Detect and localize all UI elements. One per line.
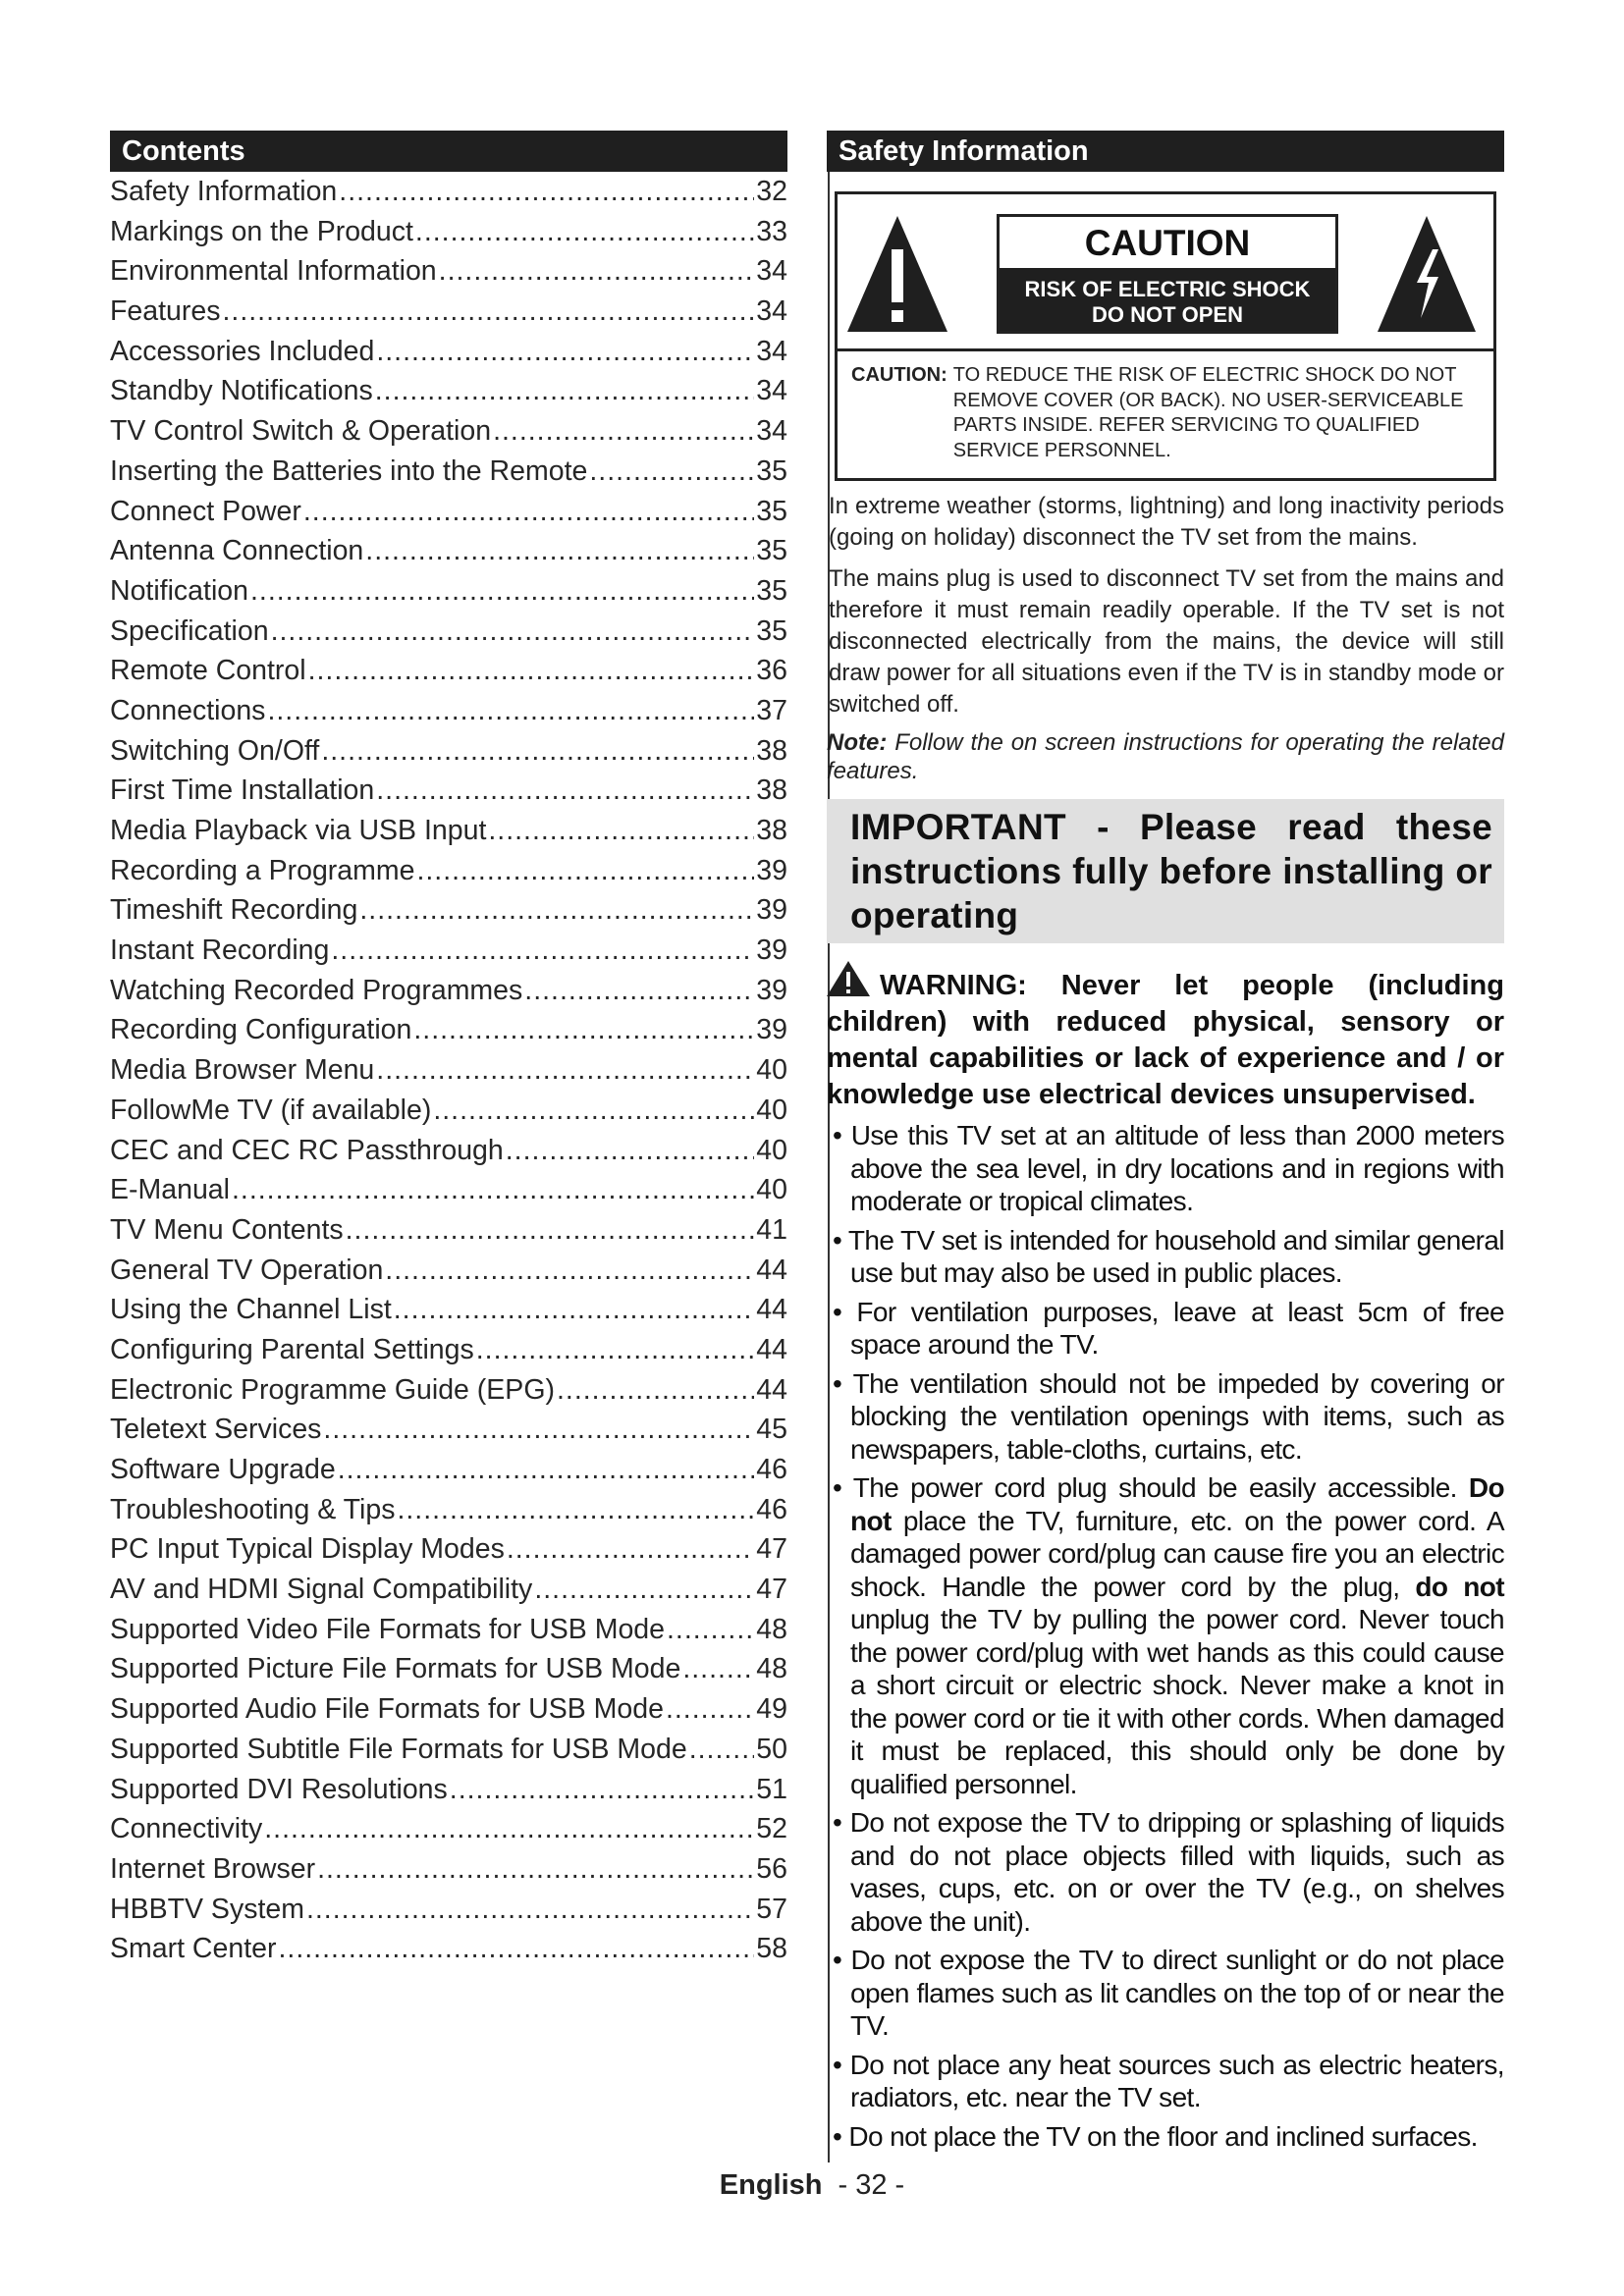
bullet-text: unplug the TV by pulling the power cord. Never touch the power cord/plug with wet hands as this could cause a short circuit or electric shock. Never make a knot in the power cord or tie it with other cords. When damaged it must be replaced, this should only be done by qualified personnel.	[850, 1604, 1504, 1799]
toc-page: 35	[756, 495, 787, 527]
toc-leader	[346, 1210, 755, 1251]
toc-page: 34	[756, 375, 787, 407]
caution-box	[997, 214, 1338, 334]
toc-label: Troubleshooting & Tips	[110, 1493, 396, 1525]
toc-leader	[250, 571, 754, 612]
toc-leader	[493, 411, 754, 452]
warning-triangle-icon	[827, 961, 870, 996]
toc-leader	[524, 971, 754, 1011]
toc-entry[interactable]	[110, 890, 787, 931]
toc-label: Smart Center	[110, 1933, 277, 1965]
toc-label: Internet Browser	[110, 1852, 316, 1885]
toc-leader	[376, 771, 754, 811]
toc-entry[interactable]	[110, 371, 787, 411]
toc-entry[interactable]	[110, 251, 787, 292]
toc-page: 40	[756, 1134, 787, 1166]
warning-text: WARNING: Never let people (including children) with reduced physical, sensory or mental capabilities or lack of experience and / or knowledge use electrical devices unsupervised.	[827, 970, 1504, 1110]
safety-header: Safety Information	[827, 131, 1504, 172]
toc-leader	[365, 531, 754, 571]
toc-leader	[682, 1649, 754, 1689]
toc-leader	[339, 172, 754, 212]
toc-leader	[476, 1330, 755, 1370]
toc-entry[interactable]	[110, 1450, 787, 1490]
toc-entry[interactable]	[110, 1809, 787, 1849]
safety-bullet: • Do not place any heat sources such as electric heaters, radiators, etc. near the TV set.	[833, 2049, 1504, 2112]
toc-page: 38	[756, 815, 787, 846]
toc-page: 39	[756, 894, 787, 927]
toc-entry[interactable]	[110, 1929, 787, 1969]
toc-leader	[323, 1410, 754, 1450]
bullet-text: Use this TV set at an altitude of less than 2000 meters above the sea level, in dry locations and in regions with moderate or tropical climates.	[850, 1120, 1504, 1216]
toc-page: 51	[756, 1773, 787, 1805]
toc-leader	[506, 1131, 755, 1171]
toc-label: Features	[110, 295, 221, 328]
toc-page: 33	[756, 215, 787, 247]
toc-entry[interactable]	[110, 292, 787, 332]
safety-bullet: • The ventilation should not be impeded by covering or blocking the ventilation openings with items, such as newspapers, table-cloths, curtains, etc.	[833, 1367, 1504, 1465]
toc-page: 34	[756, 335, 787, 367]
toc-leader	[303, 492, 754, 532]
bullet-text: The ventilation should not be impeded by covering or blocking the ventilation openings with items, such as newspapers, table-cloths, curtains, etc.	[850, 1367, 1504, 1465]
toc-label: Software Upgrade	[110, 1454, 336, 1485]
toc-page: 34	[756, 415, 787, 448]
safety-bullet: • Do not place the TV on the floor and inclined surfaces.	[833, 2120, 1478, 2152]
toc-leader	[439, 251, 755, 292]
bullet-text: Do not place the TV on the floor and inclined surfaces.	[848, 2120, 1478, 2152]
toc-leader	[317, 1849, 754, 1890]
caution-title: CAUTION	[1084, 223, 1251, 263]
page-footer	[0, 2169, 1624, 2202]
toc-entry[interactable]	[110, 1170, 787, 1210]
safety-bullet: • Do not expose the TV to dripping or splashing of liquids and do not place objects filled with liquids, such as vases, cups, etc. on or over the TV (e.g., on shelves above the unit).	[833, 1807, 1504, 1937]
toc-label: E-Manual	[110, 1174, 230, 1206]
caution-label	[835, 191, 1496, 481]
toc-entry[interactable]	[110, 1570, 787, 1610]
lightning-warning-icon	[1378, 216, 1476, 332]
footer-language: English	[719, 2169, 823, 2201]
toc-entry[interactable]	[110, 531, 787, 571]
toc-entry[interactable]	[110, 212, 787, 252]
toc-leader	[308, 651, 755, 691]
toc-leader	[267, 691, 754, 731]
important-banner: IMPORTANT - Please read these instructions fully before installing or operating	[827, 799, 1504, 943]
toc-leader	[222, 292, 754, 332]
toc-page: 36	[756, 655, 787, 687]
toc-entry[interactable]	[110, 1890, 787, 1930]
toc-page: 48	[756, 1613, 787, 1645]
safety-bullet: • For ventilation purposes, leave at least 5cm of free space around the TV.	[833, 1296, 1504, 1360]
toc-label: Supported Audio File Formats for USB Mode	[110, 1693, 664, 1726]
toc-entry[interactable]	[110, 1210, 787, 1251]
toc-entry[interactable]	[110, 1290, 787, 1330]
toc-leader	[450, 1770, 755, 1810]
contents-column	[110, 131, 787, 1969]
contents-header: Contents	[110, 131, 787, 172]
toc-label: FollowMe TV (if available)	[110, 1094, 432, 1126]
toc-entry[interactable]	[110, 172, 787, 212]
toc-page: 34	[756, 255, 787, 288]
note-text: Follow the on screen instructions for operating the related features.	[827, 729, 1504, 784]
toc-label: Instant Recording	[110, 934, 330, 967]
toc-entry[interactable]	[110, 452, 787, 492]
toc-label: Timeshift Recording	[110, 894, 358, 927]
toc-entry[interactable]	[110, 651, 787, 691]
toc-label: Watching Recorded Programmes	[110, 974, 523, 1006]
toc-entry[interactable]	[110, 851, 787, 891]
toc-leader	[667, 1610, 754, 1650]
toc-label: Specification	[110, 614, 269, 647]
safety-bullet: • The TV set is intended for household and similar general use but may also be used in public places.	[833, 1224, 1504, 1288]
toc-label: CEC and CEC RC Passthrough	[110, 1134, 504, 1166]
toc-page: 44	[756, 1373, 787, 1406]
toc-page: 35	[756, 574, 787, 607]
bullet-text: place the TV, furniture, etc. on the power cord. A damaged power cord/plug can cause fire you an electric shock. Handle the power cord by the plug,	[850, 1505, 1504, 1602]
toc-entry[interactable]	[110, 1490, 787, 1530]
toc-entry[interactable]	[110, 1689, 787, 1730]
caution-risk: RISK OF ELECTRIC SHOCK	[1024, 277, 1311, 301]
toc-entry[interactable]	[110, 492, 787, 532]
toc-label: Standby Notifications	[110, 375, 373, 407]
toc-leader	[534, 1570, 754, 1610]
toc-leader	[331, 931, 754, 971]
toc-label: Supported Video File Formats for USB Mode	[110, 1613, 665, 1645]
toc-leader	[278, 1929, 754, 1969]
safety-bullet: • The power cord plug should be easily accessible. Do not place the TV, furniture, etc. on the power cord. A damaged power cord/plug can cause fire you an electric shock. Handle the power cord by the plug, do not unplug the TV by pulling the power cord. Never touch the power cord/plug with wet hands as this could cause a short circuit or electric shock. Never make a knot in the power cord or tie it with other cords. When damaged it must be replaced, this should only be done by qualified personnel.	[833, 1472, 1505, 1799]
toc-page: 32	[756, 176, 787, 207]
toc-label: TV Control Switch & Operation	[110, 415, 492, 448]
toc-page: 40	[756, 1174, 787, 1206]
toc-leader	[306, 1890, 754, 1930]
toc-label: Remote Control	[110, 655, 306, 687]
safety-bullet: • Do not expose the TV to direct sunlight or do not place open flames such as lit candles on the top of or near the TV.	[833, 1945, 1504, 2041]
toc-entry[interactable]	[110, 1730, 787, 1770]
toc-label: Media Browser Menu	[110, 1054, 375, 1087]
exclamation-warning-icon	[847, 216, 947, 332]
bullet-text: The power cord plug should be easily accessible.	[852, 1472, 1469, 1503]
toc-label: Supported Subtitle File Formats for USB Mode	[110, 1733, 687, 1765]
toc-leader	[359, 890, 754, 931]
toc-leader	[385, 1251, 754, 1291]
toc-entry[interactable]	[110, 691, 787, 731]
toc-leader	[376, 1050, 754, 1091]
toc-entry[interactable]	[110, 612, 787, 652]
toc-entry[interactable]	[110, 1770, 787, 1810]
toc-page: 37	[756, 694, 787, 726]
toc-label: Accessories Included	[110, 335, 375, 367]
toc-entry[interactable]	[110, 1849, 787, 1890]
toc-leader	[507, 1529, 754, 1570]
toc-leader	[666, 1689, 754, 1730]
bullet-text: The TV set is intended for household and similar general use but may also be used in public places.	[847, 1224, 1504, 1288]
toc-page: 35	[756, 535, 787, 567]
bullet-text: Do not expose the TV to direct sunlight or do not place open flames such as lit candles on the top of or near the TV.	[850, 1945, 1504, 2041]
toc-entry[interactable]	[110, 332, 787, 372]
caution-text: TO REDUCE THE RISK OF ELECTRIC SHOCK DO NOT REMOVE COVER (OR BACK). NO USER-SERVICEABLE PARTS INSIDE. REFER SERVICING TO QUALIFIED SERVICE PERSONNEL.	[952, 364, 1464, 461]
toc-label: Supported Picture File Formats for USB Mode	[110, 1653, 681, 1685]
toc-page: 38	[756, 774, 787, 807]
toc-label: Notification	[110, 574, 248, 607]
toc-leader	[321, 731, 754, 772]
toc-label: Media Playback via USB Input	[110, 815, 487, 846]
toc-leader	[376, 332, 754, 372]
toc-leader	[557, 1370, 754, 1411]
toc-entry[interactable]	[110, 571, 787, 612]
toc-page: 57	[756, 1893, 787, 1925]
toc-label: Connect Power	[110, 495, 301, 527]
toc-leader	[413, 1010, 754, 1050]
toc-label: Electronic Programme Guide (EPG)	[110, 1373, 555, 1406]
toc-label: General TV Operation	[110, 1254, 384, 1286]
toc-leader	[488, 811, 754, 851]
weather-paragraph: In extreme weather (storms, lightning) and long inactivity periods (going on holiday) disconnect the TV set from the mains.	[829, 493, 1504, 551]
toc-label: Recording Configuration	[110, 1014, 412, 1046]
safety-bullet: • Use this TV set at an altitude of less than 2000 meters above the sea level, in dry locations and in regions with moderate or tropical climates.	[833, 1120, 1504, 1216]
toc-leader	[338, 1450, 755, 1490]
toc-entry[interactable]	[110, 971, 787, 1011]
toc-leader	[264, 1809, 754, 1849]
toc-page: 39	[756, 1014, 787, 1046]
toc-label: Safety Information	[110, 176, 338, 207]
toc-label: PC Input Typical Display Modes	[110, 1533, 505, 1566]
toc-label: Connectivity	[110, 1813, 263, 1845]
toc-page: 49	[756, 1693, 787, 1726]
toc-entry[interactable]	[110, 1649, 787, 1689]
toc-page: 34	[756, 295, 787, 328]
toc-label: AV and HDMI Signal Compatibility	[110, 1574, 533, 1606]
toc-page: 48	[756, 1653, 787, 1685]
toc-page: 58	[756, 1933, 787, 1965]
toc-page: 44	[756, 1294, 787, 1326]
toc-leader	[394, 1290, 755, 1330]
toc-page: 45	[756, 1414, 787, 1446]
caution-do-not-open: DO NOT OPEN	[1091, 302, 1243, 327]
safety-bullets	[827, 1119, 1504, 2153]
mains-plug-paragraph: The mains plug is used to disconnect TV set from the mains and therefore it must remain readily operable. If the TV set is not disconnected electrically from the mains, the device will still draw power for all situations even if the TV is in standby mode or switched off.	[829, 565, 1504, 718]
toc-entry[interactable]	[110, 931, 787, 971]
toc-entry[interactable]	[110, 1370, 787, 1411]
caution-prefix: CAUTION:	[851, 364, 947, 386]
toc-label: Antenna Connection	[110, 535, 364, 567]
toc-label: Markings on the Product	[110, 215, 413, 247]
toc-page: 56	[756, 1852, 787, 1885]
toc-label: Teletext Services	[110, 1414, 322, 1446]
toc-page: 35	[756, 454, 787, 487]
safety-column	[827, 131, 1504, 2153]
toc-label: Environmental Information	[110, 255, 437, 288]
toc-leader	[271, 612, 755, 652]
toc-page: 40	[756, 1054, 787, 1087]
note-paragraph	[827, 728, 1504, 785]
toc-page: 39	[756, 934, 787, 967]
toc-page: 39	[756, 854, 787, 886]
toc-leader	[416, 851, 754, 891]
toc-entry[interactable]	[110, 1010, 787, 1050]
warning-paragraph	[827, 961, 1504, 1113]
toc-label: Switching On/Off	[110, 734, 320, 767]
note-label: Note:	[827, 729, 888, 756]
toc-page: 47	[756, 1533, 787, 1566]
toc-leader	[415, 212, 754, 252]
toc-entry[interactable]	[110, 1131, 787, 1171]
toc-page: 38	[756, 734, 787, 767]
bullet-text: For ventilation purposes, leave at least 5cm of free space around the TV.	[850, 1296, 1504, 1360]
toc-page: 46	[756, 1454, 787, 1485]
toc-page: 50	[756, 1733, 787, 1765]
toc-leader	[232, 1170, 754, 1210]
page-number: - 32 -	[838, 2169, 905, 2201]
toc-entry[interactable]	[110, 771, 787, 811]
bullet-bold: Do not	[850, 1472, 1504, 1536]
toc-page: 44	[756, 1254, 787, 1286]
toc-label: Inserting the Batteries into the Remote	[110, 454, 588, 487]
toc-entry[interactable]	[110, 731, 787, 772]
toc-leader	[397, 1490, 754, 1530]
toc-leader	[375, 371, 755, 411]
toc-page: 39	[756, 974, 787, 1006]
toc-label: Configuring Parental Settings	[110, 1333, 474, 1365]
toc-label: Connections	[110, 694, 266, 726]
toc-page: 41	[756, 1213, 787, 1246]
toc-leader	[589, 452, 754, 492]
toc-entry[interactable]	[110, 411, 787, 452]
toc-label: TV Menu Contents	[110, 1213, 344, 1246]
table-of-contents	[110, 172, 787, 1969]
toc-leader	[689, 1730, 755, 1770]
bullet-text: Do not place any heat sources such as electric heaters, radiators, etc. near the TV set.	[849, 2049, 1504, 2112]
toc-page: 52	[756, 1813, 787, 1845]
toc-page: 35	[756, 614, 787, 647]
bullet-bold: do not	[1415, 1571, 1505, 1602]
toc-entry[interactable]	[110, 1410, 787, 1450]
toc-page: 46	[756, 1493, 787, 1525]
toc-entry[interactable]	[110, 1610, 787, 1650]
toc-label: First Time Installation	[110, 774, 375, 807]
toc-entry[interactable]	[110, 1251, 787, 1291]
toc-entry[interactable]	[110, 1330, 787, 1370]
toc-label: Recording a Programme	[110, 854, 415, 886]
bullet-text: Do not expose the TV to dripping or splashing of liquids and do not place objects filled with liquids, such as vases, cups, etc. on or over the TV (e.g., on shelves above the unit).	[849, 1807, 1504, 1937]
toc-label: Using the Channel List	[110, 1294, 392, 1326]
toc-leader	[433, 1091, 754, 1131]
toc-page: 47	[756, 1574, 787, 1606]
toc-page: 44	[756, 1333, 787, 1365]
toc-page: 40	[756, 1094, 787, 1126]
toc-entry[interactable]	[110, 1050, 787, 1091]
toc-entry[interactable]	[110, 1529, 787, 1570]
toc-entry[interactable]	[110, 1091, 787, 1131]
toc-label: HBBTV System	[110, 1893, 304, 1925]
toc-entry[interactable]	[110, 811, 787, 851]
toc-label: Supported DVI Resolutions	[110, 1773, 448, 1805]
